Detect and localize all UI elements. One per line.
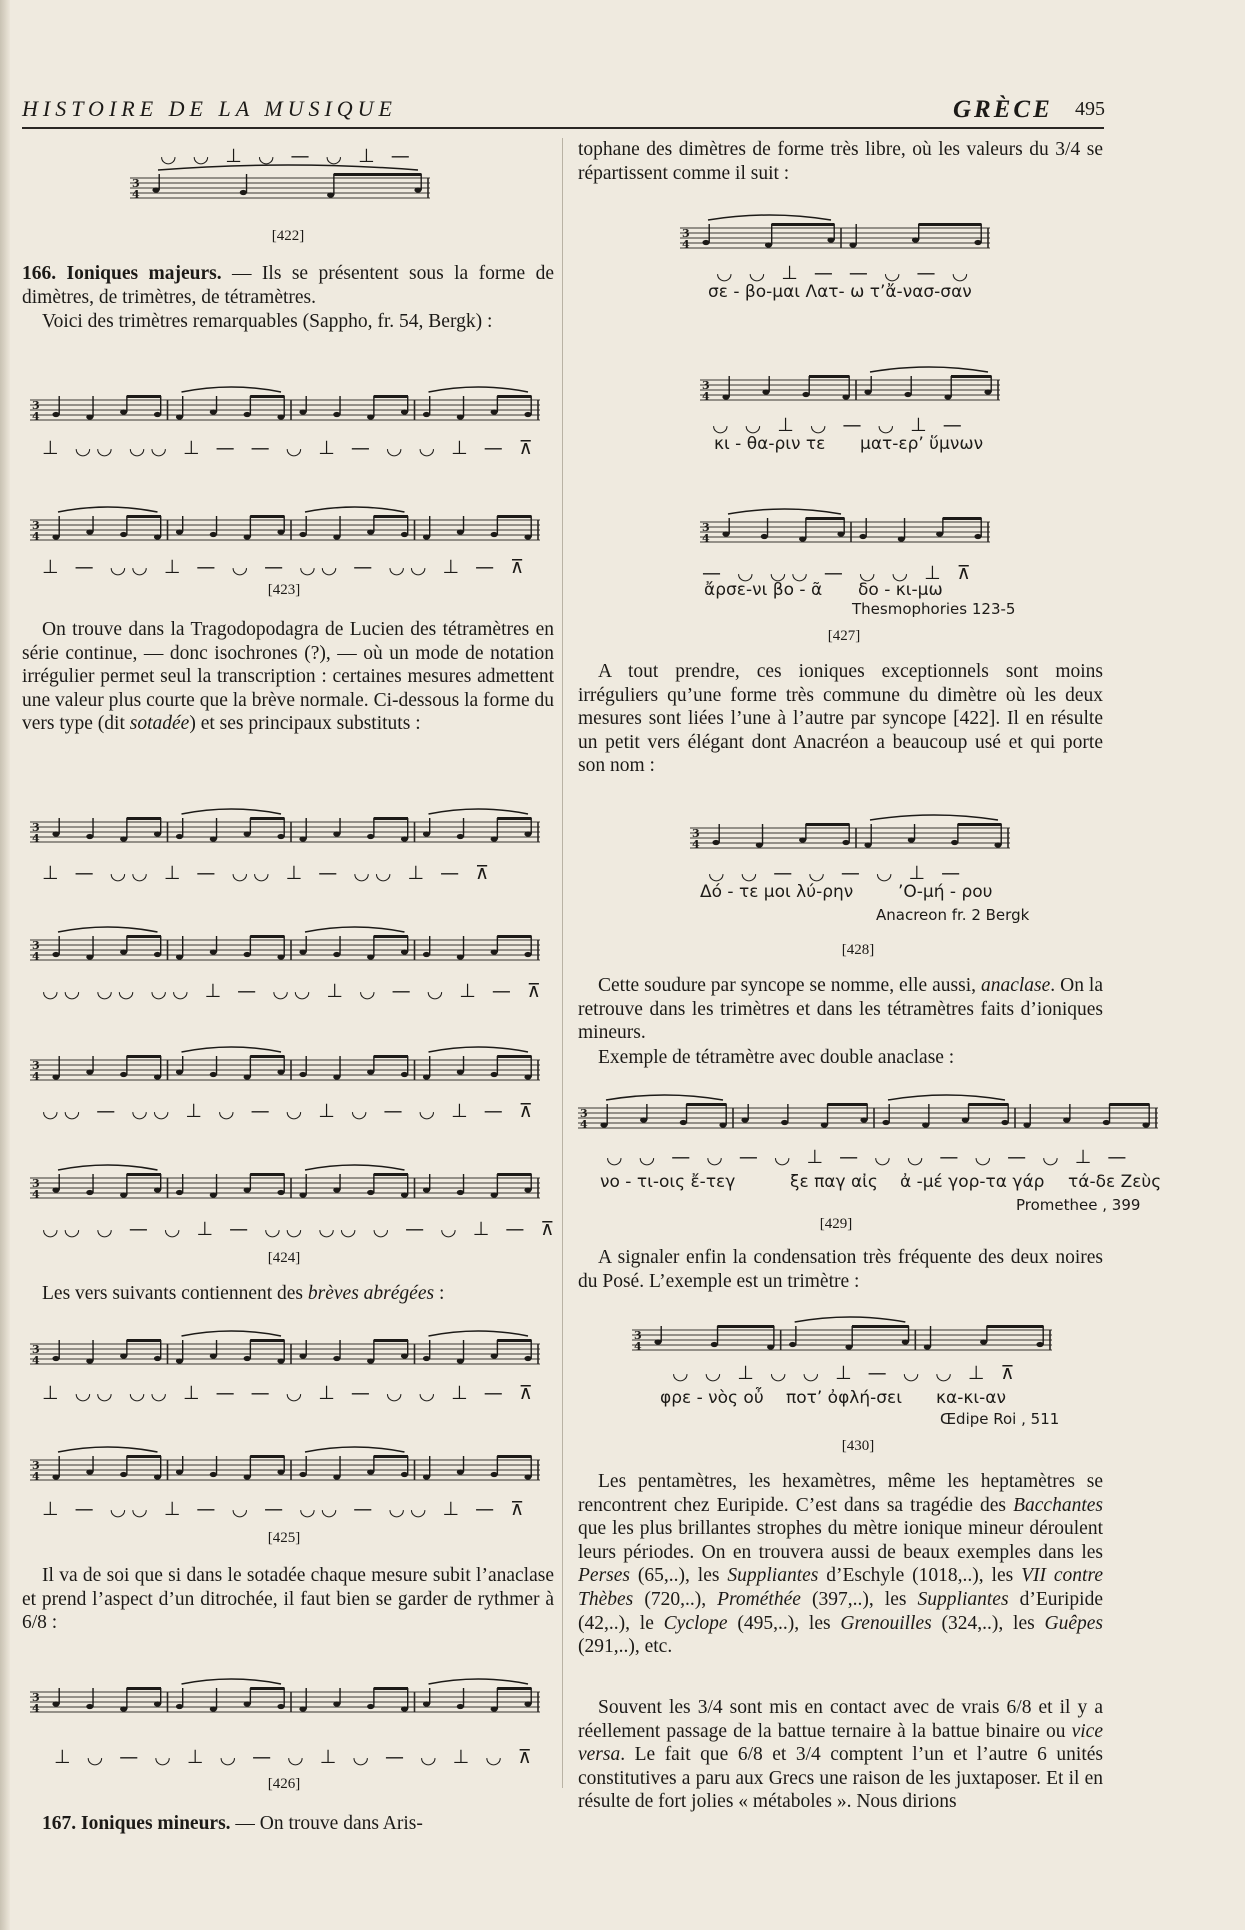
slur bbox=[888, 1095, 1005, 1100]
slur bbox=[58, 1447, 158, 1452]
paragraph: A signaler enfin la condensation très fréquente des deux noires du Posé. L’exemple est un trimètre : bbox=[578, 1247, 1103, 1292]
paragraph: Souvent les 3/4 sont mis en contact avec de vrais 6/8 et il y a réellement passage de la battue ternaire à la battue binaire ou vice versa. Le fait que 6/8 et 3/4 comptent l’un et l’autre 6 unités constitutives a paru aux Grecs une raison de les juxtaposer. Et il en résulte de fort jolies « métaboles ». Nous dirions bbox=[578, 1697, 1103, 1813]
time-signature: 4 bbox=[32, 530, 40, 543]
example-number: [422] bbox=[271, 228, 305, 244]
time-signature: 3 bbox=[32, 1177, 40, 1190]
note-beam bbox=[497, 395, 531, 398]
time-signature: 3 bbox=[32, 519, 40, 532]
greek-text: σε - βο-μαι Λατ- ω τ’ἄ-νασ-σαν bbox=[708, 282, 972, 302]
time-signature: 4 bbox=[132, 188, 140, 201]
note-beam bbox=[919, 223, 982, 226]
greek-text: δο - κι-μω bbox=[858, 580, 943, 600]
greek-text: ματ-ερ’ ὕμνων bbox=[860, 434, 984, 454]
paragraph: Les vers suivants contiennent des brèves abrégées : bbox=[42, 1283, 445, 1304]
meter-line: ◡◡ ◡ — ◡ ⊥ — ◡◡ ◡◡ ◡ — ◡ ⊥ — ⊼ bbox=[42, 1218, 560, 1240]
example-number: [428] bbox=[841, 942, 875, 958]
slur bbox=[58, 1165, 158, 1170]
time-signature: 4 bbox=[32, 950, 40, 963]
time-signature: 3 bbox=[32, 399, 40, 412]
music-staff bbox=[700, 370, 1000, 412]
slur bbox=[429, 809, 529, 814]
note-beam bbox=[374, 395, 408, 398]
note-beam bbox=[497, 1173, 531, 1176]
note-beam bbox=[772, 223, 835, 226]
greek-text: φρε - νὸς οὖ bbox=[660, 1388, 764, 1408]
note-beam bbox=[374, 515, 408, 518]
note-beam bbox=[717, 1325, 774, 1328]
time-signature: 4 bbox=[32, 1070, 40, 1083]
meter-line: ⊥ ◡ — ◡ ⊥ ◡ — ◡ ⊥ ◡ — ◡ ⊥ ◡ ⊼ bbox=[54, 1746, 537, 1768]
slur bbox=[870, 367, 988, 372]
note-beam bbox=[127, 395, 161, 398]
note-beam bbox=[127, 1687, 161, 1690]
note-beam bbox=[497, 1055, 531, 1058]
slur bbox=[305, 927, 405, 932]
greek-text: ἄρσε-νι βο - ᾶ bbox=[704, 580, 823, 600]
meter-line: ⊥ — ◡◡ ⊥ — ◡ — ◡◡ — ◡◡ ⊥ — ⊼ bbox=[42, 1498, 530, 1520]
time-signature: 3 bbox=[682, 227, 690, 240]
note-beam bbox=[250, 1173, 284, 1176]
slur bbox=[182, 387, 282, 392]
note-beam bbox=[374, 935, 408, 938]
source-citation: Anacreon fr. 2 Bergk bbox=[876, 906, 1030, 924]
meter-line: ◡ ◡ ⊥ — — ◡ — ◡ bbox=[716, 262, 974, 284]
greek-text: ἀ -μέ γορ-τα γάρ bbox=[900, 1172, 1045, 1192]
meter-line: — ◡ ◡◡ — ◡ ◡ ⊥ ⊼ bbox=[702, 562, 976, 584]
note-beam bbox=[250, 1455, 284, 1458]
time-signature: 3 bbox=[132, 177, 140, 190]
music-staff bbox=[30, 510, 540, 552]
paragraph: tophane des dimètres de forme très libre, où les valeurs du 3/4 se répartissent comme il suit : bbox=[578, 139, 1103, 184]
meter-line: ◡◡ ◡◡ ◡◡ ⊥ — ◡◡ ⊥ ◡ — ◡ ⊥ — ⊼ bbox=[42, 980, 546, 1002]
slur bbox=[182, 1679, 282, 1684]
note-beam bbox=[374, 1339, 408, 1342]
music-staff bbox=[680, 218, 990, 260]
slur bbox=[795, 1317, 906, 1322]
note-beam bbox=[374, 1173, 408, 1176]
greek-text: τά-δε Ζεὺς bbox=[1068, 1172, 1162, 1192]
paragraph: On trouve dans la Tragodopodagra de Lucien des tétramètres en série continue, — donc isochrones (?), — où un mode de notation irrégulier permet seul la transcription : certaines mesures admettent une valeur plus courte que la brève normale. Ci-dessous la forme du vers type (dit sotadée) et ses principaux substituts : bbox=[22, 619, 554, 735]
slur bbox=[58, 507, 158, 512]
slur bbox=[58, 927, 158, 932]
time-signature: 4 bbox=[32, 1470, 40, 1483]
greek-text: νο - τι-οις ἔ-τεγ bbox=[600, 1172, 736, 1192]
time-signature: 3 bbox=[32, 821, 40, 834]
note-beam bbox=[250, 395, 284, 398]
slur bbox=[305, 1165, 405, 1170]
example-number: [423] bbox=[267, 582, 301, 598]
note-beam bbox=[497, 935, 531, 938]
note-beam bbox=[497, 1455, 531, 1458]
time-signature: 4 bbox=[32, 832, 40, 845]
time-signature: 3 bbox=[634, 1329, 642, 1342]
note-beam bbox=[497, 515, 531, 518]
note-beam bbox=[334, 173, 422, 176]
time-signature: 3 bbox=[692, 827, 700, 840]
meter-line: ◡ ◡ ⊥ ◡ — ◡ ⊥ — bbox=[712, 414, 967, 436]
time-signature: 3 bbox=[32, 1343, 40, 1356]
page-number: 495 bbox=[1075, 98, 1105, 120]
source-citation: Promethee , 399 bbox=[1016, 1196, 1141, 1214]
time-signature: 4 bbox=[580, 1118, 588, 1131]
slur bbox=[182, 1331, 282, 1336]
note-beam bbox=[374, 1687, 408, 1690]
meter-line: ◡ ◡ — ◡ — ◡ ⊥ — bbox=[708, 862, 966, 884]
note-beam bbox=[951, 375, 992, 378]
section-166: 166. Ioniques majeurs. — Ils se présentent sous la forme de dimètres, de trimètres, de tétramètres. bbox=[22, 263, 554, 308]
music-staff bbox=[632, 1320, 1052, 1362]
time-signature: 4 bbox=[32, 410, 40, 423]
note-beam bbox=[958, 823, 1002, 826]
note-beam bbox=[127, 1339, 161, 1342]
greek-text: κι - θα-ριν τε bbox=[714, 434, 826, 454]
example-number: [424] bbox=[267, 1250, 301, 1266]
slur bbox=[429, 1679, 529, 1684]
meter-line: ⊥ ◡◡ ◡◡ ⊥ — — ◡ ⊥ — ◡ ◡ ⊥ — ⊼ bbox=[42, 1382, 538, 1404]
section-167: 167. Ioniques mineurs. — On trouve dans Aris- bbox=[42, 1813, 423, 1834]
note-beam bbox=[127, 1455, 161, 1458]
paragraph: Voici des trimètres remarquables (Sappho, fr. 54, Bergk) : bbox=[42, 311, 493, 332]
note-beam bbox=[250, 1687, 284, 1690]
note-beam bbox=[943, 517, 982, 520]
slur bbox=[429, 387, 529, 392]
time-signature: 4 bbox=[682, 238, 690, 251]
time-signature: 4 bbox=[692, 838, 700, 851]
time-signature: 4 bbox=[702, 390, 710, 403]
greek-text: κα-κι-αν bbox=[936, 1388, 1006, 1408]
meter-line: ⊥ — ◡◡ ⊥ — ◡◡ ⊥ — ◡◡ ⊥ — ⊼ bbox=[42, 862, 495, 884]
time-signature: 4 bbox=[32, 1354, 40, 1367]
note-beam bbox=[127, 1055, 161, 1058]
music-staff bbox=[30, 390, 540, 432]
note-beam bbox=[250, 1055, 284, 1058]
note-beam bbox=[127, 817, 161, 820]
meter-line: ◡ ◡ — ◡ — ◡ ⊥ — ◡ ◡ — ◡ — ◡ ⊥ — bbox=[606, 1146, 1132, 1168]
music-staff bbox=[30, 930, 540, 972]
music-staff bbox=[578, 1098, 1158, 1140]
note-beam bbox=[127, 1173, 161, 1176]
header-rule bbox=[22, 127, 1104, 129]
note-beam bbox=[250, 935, 284, 938]
note-beam bbox=[806, 517, 845, 520]
music-staff bbox=[130, 168, 430, 208]
music-staff bbox=[30, 1682, 540, 1724]
time-signature: 4 bbox=[634, 1340, 642, 1353]
meter-line: ⊥ — ◡◡ ⊥ — ◡ — ◡◡ — ◡◡ ⊥ — ⊼ bbox=[42, 556, 530, 578]
running-head-left: HISTOIRE DE LA MUSIQUE bbox=[22, 96, 397, 121]
time-signature: 3 bbox=[580, 1107, 588, 1120]
slur bbox=[429, 1331, 529, 1336]
note-beam bbox=[127, 515, 161, 518]
music-staff bbox=[30, 1450, 540, 1492]
meter-line: ◡ ◡ ⊥ ◡ — ◡ ⊥ — bbox=[160, 145, 415, 167]
slur bbox=[305, 1447, 405, 1452]
time-signature: 4 bbox=[32, 1188, 40, 1201]
source-citation: Thesmophories 123-5 bbox=[852, 600, 1016, 618]
time-signature: 3 bbox=[702, 521, 710, 534]
note-beam bbox=[127, 935, 161, 938]
slur bbox=[708, 215, 831, 220]
time-signature: 4 bbox=[32, 1702, 40, 1715]
time-signature: 3 bbox=[32, 1459, 40, 1472]
example-number: [425] bbox=[267, 1530, 301, 1546]
greek-text: ποτ’ ὀφλή-σει bbox=[786, 1388, 902, 1408]
note-beam bbox=[497, 817, 531, 820]
note-beam bbox=[1109, 1103, 1149, 1106]
example-number: [430] bbox=[841, 1438, 875, 1454]
note-beam bbox=[809, 375, 850, 378]
slur bbox=[182, 1047, 282, 1052]
meter-line: ◡◡ — ◡◡ ⊥ ◡ — ◡ ⊥ ◡ — ◡ ⊥ — ⊼ bbox=[42, 1100, 538, 1122]
running-head-right: GRÈCE bbox=[953, 96, 1053, 123]
note-beam bbox=[250, 1339, 284, 1342]
note-beam bbox=[497, 1687, 531, 1690]
note-beam bbox=[987, 1325, 1044, 1328]
music-staff bbox=[30, 812, 540, 854]
note-beam bbox=[374, 1455, 408, 1458]
note-beam bbox=[827, 1103, 867, 1106]
time-signature: 3 bbox=[32, 1059, 40, 1072]
slur bbox=[870, 815, 998, 820]
greek-text: Δό - τε μοι λύ-ρην bbox=[700, 882, 854, 902]
paragraph: A tout prendre, ces ioniques exceptionnels sont moins irréguliers qu’une forme très commune du dimètre où les deux mesures sont liées l’une à l’autre par syncope [422]. Il en résulte un petit vers élégant dont Anacréon a beaucoup usé et qui porte son nom : bbox=[578, 661, 1103, 777]
slur bbox=[429, 1047, 529, 1052]
example-number: [427] bbox=[827, 628, 861, 644]
music-staff bbox=[30, 1050, 540, 1092]
paragraph: Les pentamètres, les hexamètres, même les heptamètres se rencontrent chez Euripide. C’est dans sa tragédie des Bacchantes que les plus brillantes strophes du mètre ionique mineur déroulent leurs périodes. On en trouvera aussi de beaux exemples dans les Perses (65,..), les Suppliantes d’Eschyle (1018,..), les VII contre Thèbes (720,..), Prométhée (397,..), les Suppliantes d’Euripide (42,..), le Cyclope (495,..), les Grenouilles (324,..), les Guêpes (291,..), etc. bbox=[578, 1471, 1103, 1658]
paragraph: Exemple de tétramètre avec double anaclase : bbox=[598, 1047, 955, 1068]
example-number: [426] bbox=[267, 1776, 301, 1792]
music-staff bbox=[30, 1168, 540, 1210]
time-signature: 3 bbox=[32, 1691, 40, 1704]
music-staff bbox=[700, 512, 990, 554]
note-beam bbox=[374, 1055, 408, 1058]
example-number: [429] bbox=[819, 1216, 853, 1232]
slur bbox=[305, 507, 405, 512]
note-beam bbox=[250, 515, 284, 518]
greek-text: ’Ο-μή - ρου bbox=[898, 882, 993, 902]
meter-line: ◡ ◡ ⊥ ◡ ◡ ⊥ — ◡ ◡ ⊥ ⊼ bbox=[672, 1362, 1020, 1384]
note-beam bbox=[497, 1339, 531, 1342]
source-citation: Œdipe Roi , 511 bbox=[940, 1410, 1060, 1428]
paragraph: Il va de soi que si dans le sotadée chaque mesure subit l’anaclase et prend l’aspect d’un ditrochée, il faut bien se garder de rythmer à 6/8 : bbox=[22, 1565, 554, 1634]
meter-line: ⊥ ◡◡ ◡◡ ⊥ — — ◡ ⊥ — ◡ ◡ ⊥ — ⊼ bbox=[42, 437, 538, 459]
music-staff bbox=[30, 1334, 540, 1376]
note-beam bbox=[250, 817, 284, 820]
note-beam bbox=[686, 1103, 726, 1106]
slur bbox=[606, 1095, 723, 1100]
music-staff bbox=[690, 818, 1010, 860]
page-binding-edge bbox=[0, 0, 10, 1930]
column-divider bbox=[562, 138, 563, 1788]
note-beam bbox=[968, 1103, 1008, 1106]
slur bbox=[728, 509, 841, 514]
time-signature: 3 bbox=[32, 939, 40, 952]
greek-text: ξε παγ αἰς bbox=[790, 1172, 878, 1192]
note-beam bbox=[806, 823, 850, 826]
paragraph: Cette soudure par syncope se nomme, elle aussi, anaclase. On la retrouve dans les trimètres et dans les tétramètres faits d’ioniques mineurs. bbox=[578, 975, 1103, 1044]
slur bbox=[182, 809, 282, 814]
time-signature: 3 bbox=[702, 379, 710, 392]
note-beam bbox=[374, 817, 408, 820]
time-signature: 4 bbox=[702, 532, 710, 545]
note-beam bbox=[852, 1325, 909, 1328]
